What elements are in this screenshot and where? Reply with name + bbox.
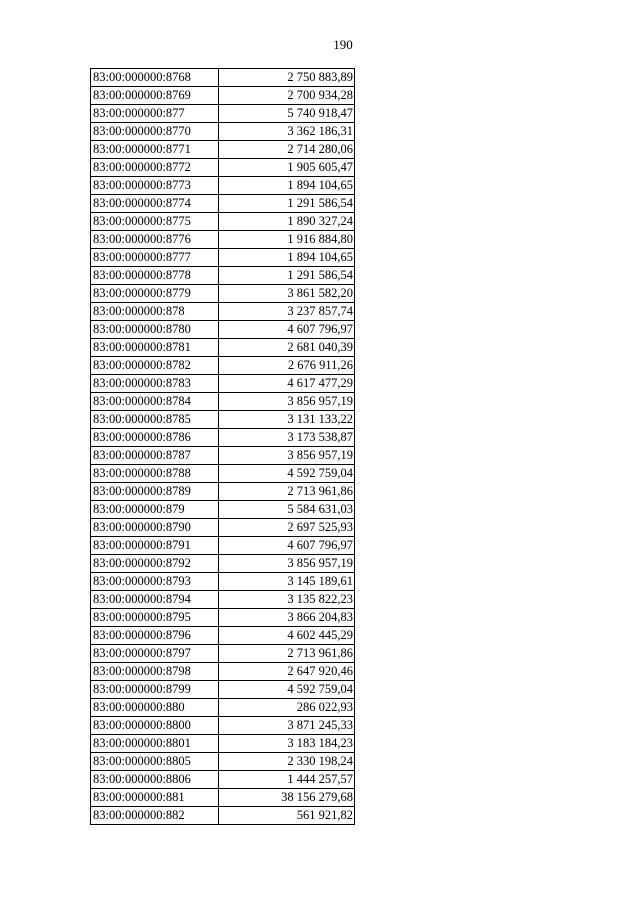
cadastral-number-cell: 83:00:000000:8777 [91,249,219,267]
table-row [91,69,355,87]
value-cell: 4 592 759,04 [219,465,355,483]
table-row [91,87,355,105]
table-row [91,429,355,447]
cadastral-number-cell: 83:00:000000:8769 [91,87,219,105]
value-cell: 561 921,82 [219,807,355,825]
value-cell: 2 330 198,24 [219,753,355,771]
cadastral-number-cell: 83:00:000000:8781 [91,339,219,357]
cadastral-number-cell: 83:00:000000:8799 [91,681,219,699]
table-row [91,375,355,393]
value-cell: 3 131 133,22 [219,411,355,429]
value-cell: 1 894 104,65 [219,177,355,195]
table-row [91,735,355,753]
table-row [91,285,355,303]
table-row [91,591,355,609]
table-row [91,501,355,519]
table-row [91,699,355,717]
value-cell: 1 890 327,24 [219,213,355,231]
cadastral-number-cell: 83:00:000000:881 [91,789,219,807]
cadastral-number-cell: 83:00:000000:8793 [91,573,219,591]
cadastral-number-cell: 83:00:000000:8798 [91,663,219,681]
table-row [91,411,355,429]
value-cell: 2 713 961,86 [219,483,355,501]
table-row [91,609,355,627]
cadastral-number-cell: 83:00:000000:8790 [91,519,219,537]
value-cell: 4 602 445,29 [219,627,355,645]
cadastral-number-cell: 83:00:000000:8778 [91,267,219,285]
cadastral-value-table [90,68,355,825]
value-cell: 1 916 884,80 [219,231,355,249]
cadastral-number-cell: 83:00:000000:8787 [91,447,219,465]
value-cell: 286 022,93 [219,699,355,717]
table-row [91,267,355,285]
cadastral-number-cell: 83:00:000000:8791 [91,537,219,555]
cadastral-number-cell: 83:00:000000:8801 [91,735,219,753]
table-row [91,681,355,699]
cadastral-number-cell: 83:00:000000:8796 [91,627,219,645]
value-cell: 3 866 204,83 [219,609,355,627]
cadastral-number-cell: 83:00:000000:8788 [91,465,219,483]
value-cell: 1 894 104,65 [219,249,355,267]
table-row [91,537,355,555]
cadastral-number-cell: 83:00:000000:8792 [91,555,219,573]
table-row [91,483,355,501]
cadastral-number-cell: 83:00:000000:880 [91,699,219,717]
table-row [91,159,355,177]
table-row [91,519,355,537]
cadastral-number-cell: 83:00:000000:8783 [91,375,219,393]
value-cell: 3 871 245,33 [219,717,355,735]
cadastral-number-cell: 83:00:000000:8784 [91,393,219,411]
table-row [91,357,355,375]
value-cell: 5 584 631,03 [219,501,355,519]
table-row [91,339,355,357]
table-row [91,807,355,825]
cadastral-number-cell: 83:00:000000:877 [91,105,219,123]
cadastral-number-cell: 83:00:000000:8774 [91,195,219,213]
value-cell: 4 592 759,04 [219,681,355,699]
value-cell: 3 135 822,23 [219,591,355,609]
cadastral-number-cell: 83:00:000000:8806 [91,771,219,789]
value-cell: 3 861 582,20 [219,285,355,303]
cadastral-number-cell: 83:00:000000:8782 [91,357,219,375]
cadastral-number-cell: 83:00:000000:879 [91,501,219,519]
value-cell: 1 905 605,47 [219,159,355,177]
cadastral-number-cell: 83:00:000000:8805 [91,753,219,771]
cadastral-number-cell: 83:00:000000:8771 [91,141,219,159]
value-cell: 3 856 957,19 [219,555,355,573]
value-cell: 2 713 961,86 [219,645,355,663]
value-cell: 2 676 911,26 [219,357,355,375]
cadastral-number-cell: 83:00:000000:8794 [91,591,219,609]
value-cell: 3 173 538,87 [219,429,355,447]
table-row [91,627,355,645]
table-row [91,231,355,249]
value-cell: 1 291 586,54 [219,267,355,285]
table-row [91,213,355,231]
value-cell: 3 183 184,23 [219,735,355,753]
table-body [91,69,355,825]
table-row [91,393,355,411]
cadastral-number-cell: 83:00:000000:8775 [91,213,219,231]
cadastral-number-cell: 83:00:000000:878 [91,303,219,321]
cadastral-number-cell: 83:00:000000:8773 [91,177,219,195]
cadastral-number-cell: 83:00:000000:8768 [91,69,219,87]
value-cell: 1 291 586,54 [219,195,355,213]
cadastral-number-cell: 83:00:000000:8785 [91,411,219,429]
table-row [91,141,355,159]
cadastral-number-cell: 83:00:000000:8789 [91,483,219,501]
value-cell: 3 856 957,19 [219,393,355,411]
table-row [91,717,355,735]
value-cell: 2 697 525,93 [219,519,355,537]
table-row [91,177,355,195]
table-row [91,753,355,771]
table-row [91,303,355,321]
table-row [91,555,355,573]
table-row [91,465,355,483]
value-cell: 2 681 040,39 [219,339,355,357]
value-cell: 2 714 280,06 [219,141,355,159]
value-cell: 3 362 186,31 [219,123,355,141]
value-cell: 2 750 883,89 [219,69,355,87]
cadastral-number-cell: 83:00:000000:8786 [91,429,219,447]
table-row [91,645,355,663]
cadastral-number-cell: 83:00:000000:8780 [91,321,219,339]
value-cell: 38 156 279,68 [219,789,355,807]
cadastral-number-cell: 83:00:000000:8772 [91,159,219,177]
cadastral-number-cell: 83:00:000000:882 [91,807,219,825]
value-cell: 4 617 477,29 [219,375,355,393]
cadastral-number-cell: 83:00:000000:8800 [91,717,219,735]
value-cell: 4 607 796,97 [219,321,355,339]
cadastral-number-cell: 83:00:000000:8779 [91,285,219,303]
table-row [91,663,355,681]
cadastral-number-cell: 83:00:000000:8795 [91,609,219,627]
cadastral-number-cell: 83:00:000000:8770 [91,123,219,141]
table-row [91,789,355,807]
table-row [91,447,355,465]
table-row [91,771,355,789]
table-row [91,249,355,267]
page-number: 190 [333,37,353,52]
value-cell: 3 237 857,74 [219,303,355,321]
value-cell: 2 647 920,46 [219,663,355,681]
value-cell: 4 607 796,97 [219,537,355,555]
value-cell: 3 145 189,61 [219,573,355,591]
value-cell: 5 740 918,47 [219,105,355,123]
value-cell: 1 444 257,57 [219,771,355,789]
table-row [91,573,355,591]
table-row [91,105,355,123]
table-row [91,123,355,141]
value-cell: 3 856 957,19 [219,447,355,465]
table-row [91,195,355,213]
table-row [91,321,355,339]
cadastral-number-cell: 83:00:000000:8797 [91,645,219,663]
cadastral-number-cell: 83:00:000000:8776 [91,231,219,249]
value-cell: 2 700 934,28 [219,87,355,105]
